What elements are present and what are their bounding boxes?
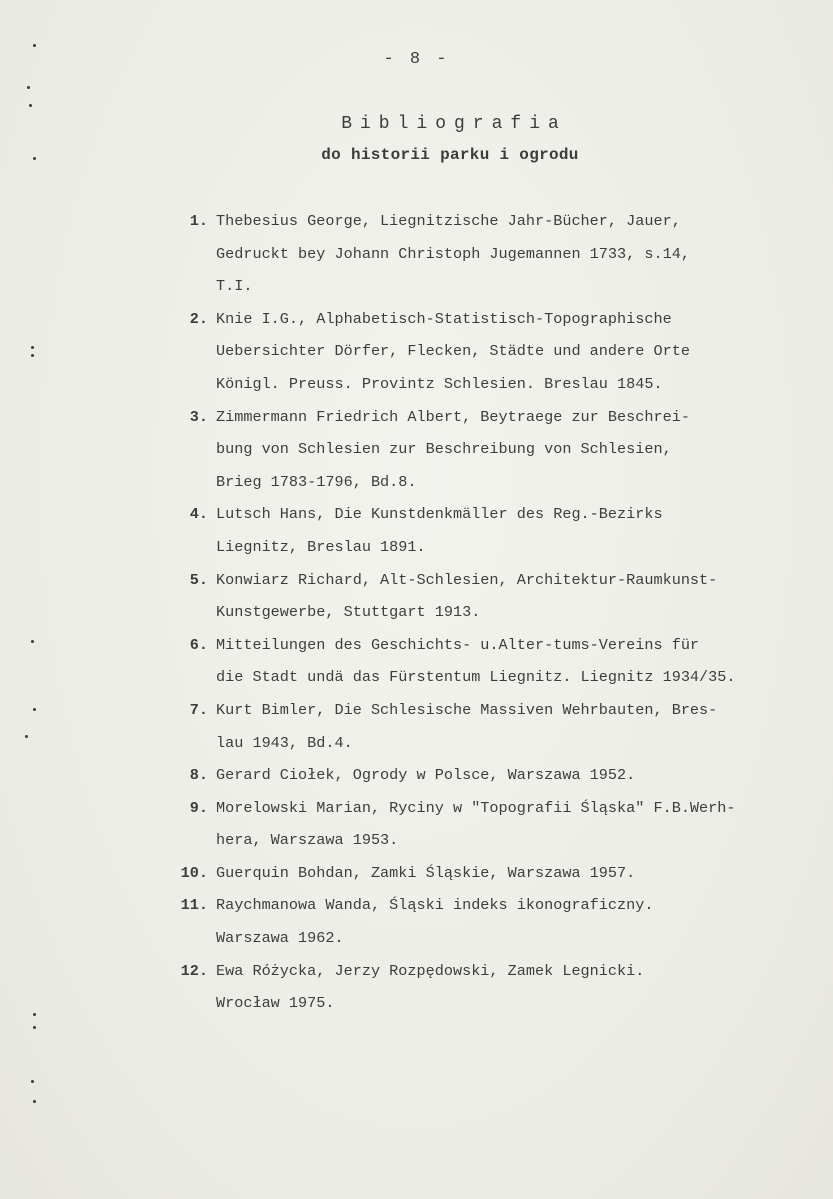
entry-number: 6. [189, 635, 208, 654]
margin-mark [33, 44, 36, 47]
margin-mark [25, 735, 28, 738]
entry-text-line: Wrocław 1975. [216, 994, 335, 1013]
entry-text-line: Lutsch Hans, Die Kunstdenkmäller des Reg.-Bezirks [216, 505, 663, 524]
entry-number: 12. [180, 961, 208, 980]
entry-number: 2. [189, 309, 208, 328]
entry-text-line: Brieg 1783-1796, Bd.8. [216, 472, 417, 491]
entry-text-line: Knie I.G., Alphabetisch-Statistisch-Topographische [216, 309, 672, 328]
bibliography-list [168, 205, 818, 1020]
entry-text-line: Warszawa 1962. [216, 929, 344, 948]
bibliography-entry [168, 889, 818, 954]
entry-text-line: hera, Warszawa 1953. [216, 831, 399, 850]
bibliography-entry [168, 694, 818, 759]
bibliography-entry [168, 759, 818, 792]
entry-text-line: Kunstgewerbe, Stuttgart 1913. [216, 603, 481, 622]
entry-number: 8. [189, 766, 208, 785]
entry-text-line: Morelowski Marian, Ryciny w "Topografii Śląska" F.B.Werh- [216, 798, 736, 817]
bibliography-entry [168, 303, 818, 401]
page-subtitle: do historii parku i ogrodu [321, 146, 579, 164]
bibliography-entry [168, 792, 818, 857]
entry-number: 3. [189, 407, 208, 426]
bibliography-entry [168, 498, 818, 563]
margin-mark [31, 1080, 34, 1083]
entry-text-line: die Stadt undä das Fürstentum Liegnitz. Liegnitz 1934/35. [216, 668, 736, 687]
entry-text-line: Königl. Preuss. Provintz Schlesien. Breslau 1845. [216, 374, 663, 393]
entry-number: 1. [189, 212, 208, 230]
entry-text-line: Gedruckt bey Johann Christoph Jugemannen 1733, s.14, [216, 244, 690, 263]
bibliography-entry [168, 857, 818, 890]
margin-mark [31, 640, 34, 643]
bibliography-entry [168, 401, 818, 499]
entry-text-line: Guerquin Bohdan, Zamki Śląskie, Warszawa 1957. [216, 863, 636, 882]
entry-number: 10. [180, 863, 208, 882]
entry-text-line: Raychmanowa Wanda, Śląski indeks ikonograficzny. [216, 896, 654, 915]
page-number: - 8 - [383, 50, 450, 69]
bibliography-entry [168, 629, 818, 694]
entry-number: 9. [189, 798, 208, 817]
margin-mark [29, 104, 32, 107]
entry-text-line: Zimmermann Friedrich Albert, Beytraege zur Beschrei- [216, 407, 690, 426]
entry-number: 7. [189, 700, 208, 719]
margin-mark [31, 354, 34, 357]
margin-mark [31, 346, 34, 349]
entry-text-line: Kurt Bimler, Die Schlesische Massiven Wehrbauten, Bres- [216, 700, 718, 719]
bibliography-entry [168, 205, 818, 303]
entry-text-line: Liegnitz, Breslau 1891. [216, 537, 426, 556]
entry-number: 4. [189, 505, 208, 524]
bibliography-entry [168, 564, 818, 629]
entry-text-line: Ewa Różycka, Jerzy Rozpędowski, Zamek Legnicki. [216, 961, 645, 980]
bibliography-entry [168, 955, 818, 1020]
margin-mark [33, 1026, 36, 1029]
entry-number: 11. [180, 896, 208, 915]
entry-text-line: Mitteilungen des Geschichts- u.Alter-tums-Vereins für [216, 635, 700, 654]
entry-text-line: Uebersichter Dörfer, Flecken, Städte und andere Orte [216, 342, 690, 361]
entry-text-line: Thebesius George, Liegnitzische Jahr-Bücher, Jauer, [216, 212, 681, 230]
entry-text-line: T.I. [216, 277, 253, 296]
entry-text-line: lau 1943, Bd.4. [216, 733, 353, 752]
margin-mark [33, 1100, 36, 1103]
margin-mark [33, 708, 36, 711]
entry-text-line: bung von Schlesien zur Beschreibung von Schlesien, [216, 440, 672, 459]
entry-number: 5. [189, 570, 208, 589]
margin-mark [27, 86, 30, 89]
entry-text-line: Konwiarz Richard, Alt-Schlesien, Architektur-Raumkunst- [216, 570, 718, 589]
page-title: Bibliografia [341, 114, 567, 134]
entry-text-line: Gerard Ciołek, Ogrody w Polsce, Warszawa 1952. [216, 766, 636, 785]
margin-mark [33, 1013, 36, 1016]
